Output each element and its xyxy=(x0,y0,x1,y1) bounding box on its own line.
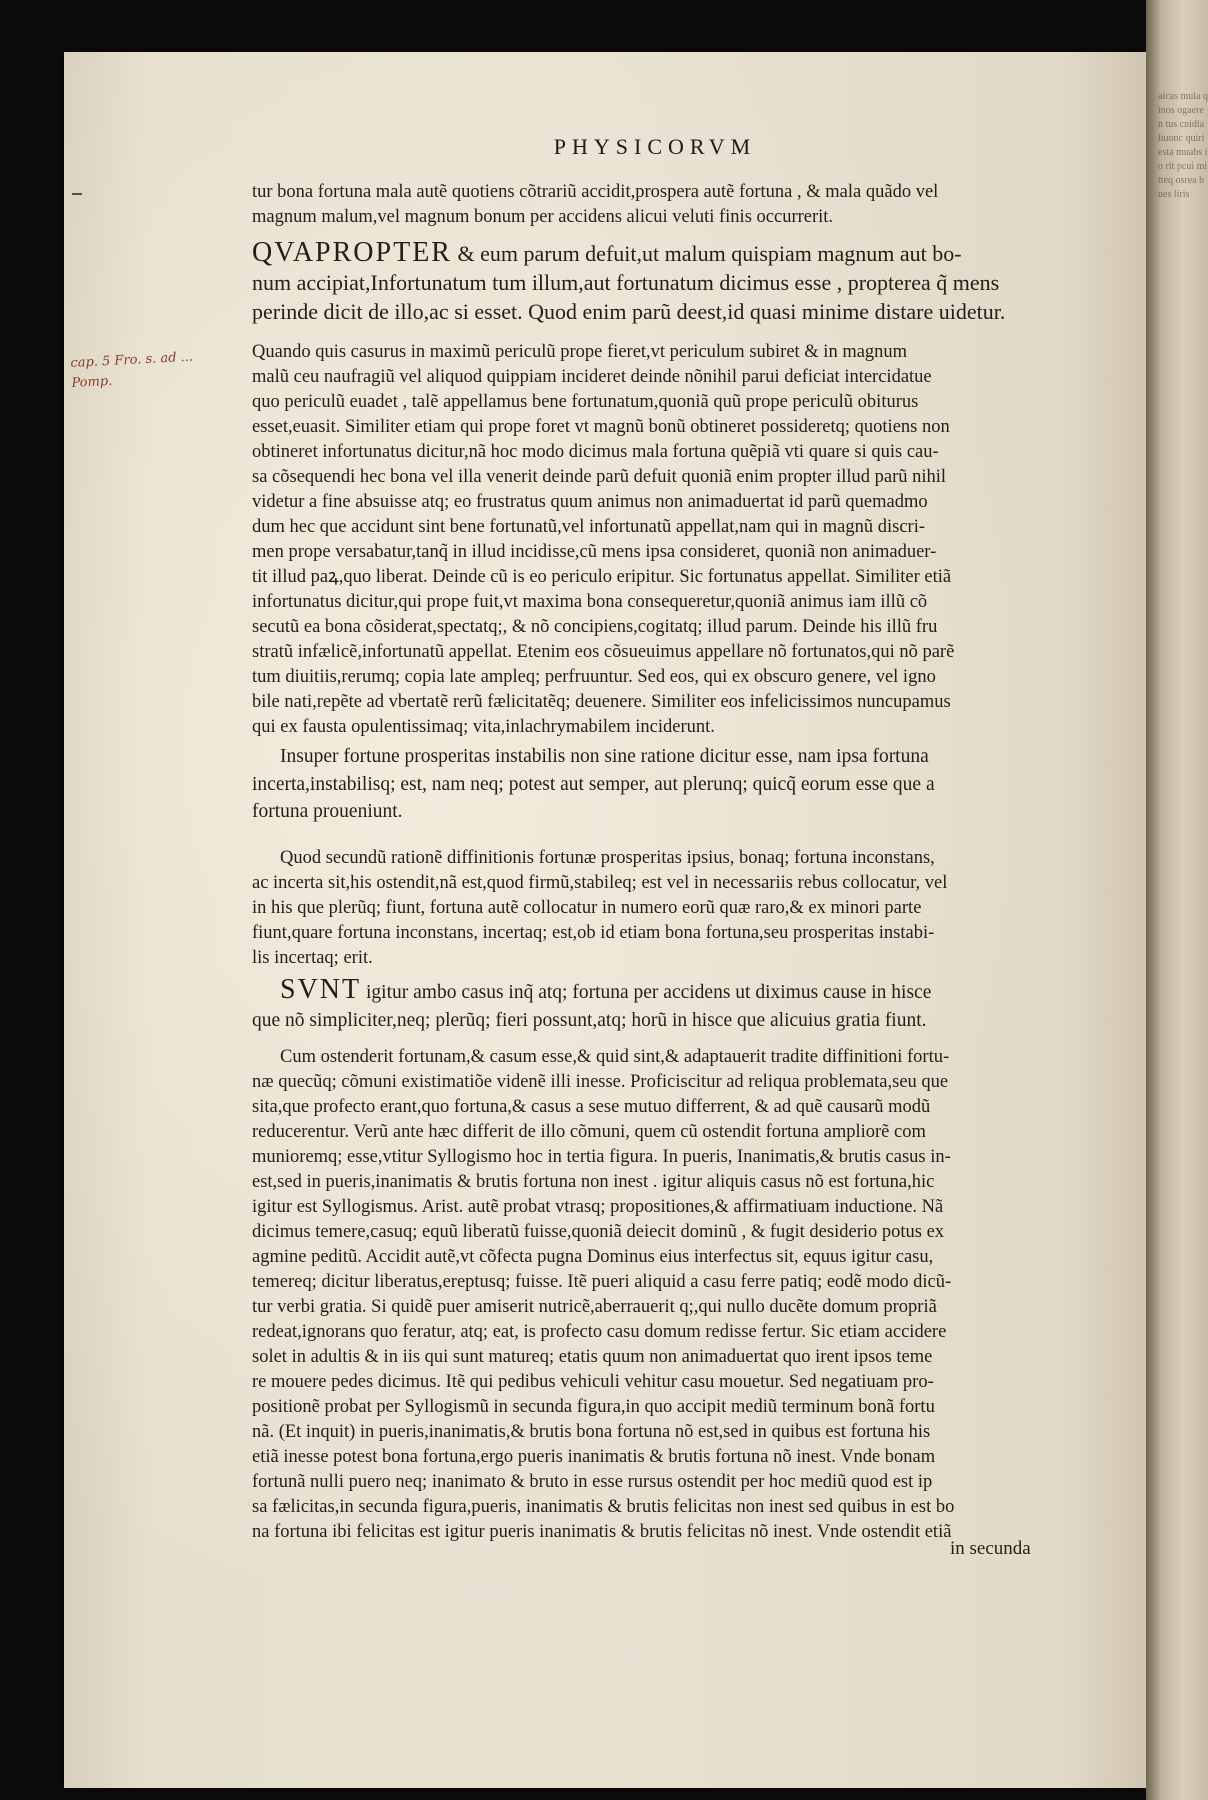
text-line: nã. (Et inquit) in pueris,inanimatis,& brutis bona fortuna nõ est,sed in quibus est fortuna his xyxy=(252,1422,931,1442)
text-line: obtineret infortunatus dicitur,nã hoc modo dicimus mala fortuna quẽpiã vti quare si quis cau- xyxy=(252,442,939,462)
paragraph-commentary-1 xyxy=(252,180,1102,230)
text-line: na fortuna ibi felicitas est igitur pueris inanimatis & brutis felicitas nõ inest. Vnde ostendit etiã xyxy=(252,1522,952,1542)
text-line: secutũ ea bona cõsiderat,spectatq;, & nõ concipiens,cogitatq; illud parum. Deinde his illũ fru xyxy=(252,617,938,637)
paragraph-lemma-insuper xyxy=(252,743,1102,826)
text-line: Cum ostenderit fortunam,& casum esse,& quid sint,& adaptauerit tradite diffinitioni fortu- xyxy=(280,1047,950,1067)
text-line: fiunt,quare fortuna inconstans, incertaq; est,ob id etiam bona fortuna,seu prosperitas instabi- xyxy=(252,923,935,943)
text-line: næ quecũq; cõmuni existimatiõe videnẽ illi inesse. Proficiscitur ad reliqua problemata,seu que xyxy=(252,1072,949,1092)
initial-word: SVNT xyxy=(280,976,362,1005)
text-span: igitur ambo casus inq̃ atq; fortuna per accidens ut diximus cause in hisce xyxy=(361,982,932,1003)
text-line: agmine peditũ. Accidit autẽ,vt cõfecta pugna Dominus eius interfectus sit, equus igitur casu, xyxy=(252,1247,934,1267)
text-line: etiã inesse potest bona fortuna,ergo pueris inanimatis & brutis fortuna nõ inest. Vnde bonam xyxy=(252,1447,936,1467)
text-line: est,sed in pueris,inanimatis & brutis fortuna non inest . igitur aliquis casus nõ est fortuna,hic xyxy=(252,1172,935,1192)
text-line: fortuna proueniunt. xyxy=(252,801,403,822)
text-line: ac incerta sit,his ostendit,nã est,quod firmũ,stabileq; est vel in necessariis rebus collocatur, vel xyxy=(252,873,948,893)
text-line: tit illud paꝝ,quo liberat. Deinde cũ is eo periculo eripitur. Sic fortunatus appellat. Similiter etiã xyxy=(252,567,952,587)
paragraph-lemma-sunt xyxy=(252,976,1102,1034)
paragraph-commentary-2 xyxy=(252,340,1102,740)
catchword: in secunda xyxy=(950,1538,1031,1559)
text-line: munioremq; esse,vtitur Syllogismo hoc in tertia figura. In pueris, Inanimatis,& brutis casus in- xyxy=(252,1147,951,1167)
text-line: dicimus temere,casuq; equũ liberatũ fuisse,quoniã deiecit dominũ , & fugit desiderio potus ex xyxy=(252,1222,945,1242)
text-line: sa cõsequendi hec bona vel illa venerit deinde parũ defuit quoniã enim propter illud parũ nihil xyxy=(252,467,947,487)
text-span: & eum parum defuit,ut malum quispiam magnum aut bo- xyxy=(451,241,962,266)
text-line: men prope versabatur,tanq̃ in illud incidisse,cũ mens ipsa consideret, quoniã non animaduer- xyxy=(252,542,937,562)
text-line: stratũ infælicẽ,infortunatũ appellat. Etenim eos cõsueuimus appellare nõ fortunatos,qui nõ parẽ xyxy=(252,642,955,662)
text-line: solet in adultis & in iis qui sunt matureq; etatis quum non animaduertat quo irent ipsos teme xyxy=(252,1347,933,1367)
text-line: reducerentur. Verũ ante hæc differit de illo cõmuni, quem cũ ostendit fortuna ampliorẽ com xyxy=(252,1122,926,1142)
text-line: igitur est Syllogismus. Arist. autẽ probat vtrasq; propositiones,& affirmatiuam inductione. Nã xyxy=(252,1197,944,1217)
text-line: fortunã nulli puero neq; inanimato & bruto in esse rursus ostendit per hoc mediũ quod est ip xyxy=(252,1472,933,1492)
text-line: esset,euasit. Similiter etiam qui prope foret vt magnũ bonũ obtineret possideretq; quotiens non xyxy=(252,417,950,437)
facing-page-text: aicas mula qinos ogaeren tus cnidia liuonc quiri esta muabs io rit pcui mitteq osrea bues liris xyxy=(1158,91,1208,200)
text-line: quo periculũ euadet , talẽ appellamus bene fortunatum,quoniã quũ prope periculũ obiturus xyxy=(252,392,919,412)
initial-word: QVAPROPTER xyxy=(252,238,452,268)
running-header: PHYSICORVM xyxy=(553,134,757,159)
text-line: videtur a fine absuisse atq; eo frustratus quum animus non animaduertat id parũ quemadmo xyxy=(252,492,928,512)
text-line: positionẽ probat per Syllogismũ in secunda figura,in quo accipit mediũ terminum bonã fortu xyxy=(252,1397,935,1417)
text-line: que nõ simpliciter,neq; plerũq; fieri possunt,atq; horũ in hisce que alicuius gratia fiunt. xyxy=(252,1009,927,1031)
text-line: re mouere pedes dicimus. Itẽ qui pedibus vehiculi vehitur casu mouetur. Sed negatiuam pro- xyxy=(252,1372,934,1392)
text-line: sa fælicitas,in secunda figura,pueris, inanimatis & brutis felicitas non inest sed quibus in est bo xyxy=(252,1497,955,1517)
text-line: tur verbi gratia. Si quidẽ puer amiserit nutricẽ,aberrauerit q;,qui nullo ducẽte domum propriã xyxy=(252,1297,937,1317)
text-line: infortunatus dicitur,qui prope fuit,vt maxima bona consequeretur,quoniã animus iam illũ cõ xyxy=(252,592,928,612)
text-line: tur bona fortuna mala autẽ quotiens cõtrariũ accidit,prospera autẽ fortuna , & mala quãdo vel xyxy=(252,182,939,202)
marginal-note-line: Pomp. xyxy=(71,373,113,391)
text-line: in his que plerũq; fiunt, fortuna autẽ collocatur in numero eorũ quæ raro,& ex minori parte xyxy=(252,898,922,918)
text-line xyxy=(252,976,1102,1007)
text-line: sita,que profecto erant,quo fortuna,& casus a sese mutuo differrent, & ad quẽ causarũ modũ xyxy=(252,1097,931,1117)
paragraph-commentary-3 xyxy=(252,846,1102,971)
text-line: num accipiat,Infortunatum tum illum,aut fortunatum dicimus esse , propterea q̃ mens xyxy=(252,270,1000,295)
text-line: incerta,instabilisq; est, nam neq; potest aut semper, aut plerunq; quicq̃ eorum esse que a xyxy=(252,773,935,795)
text-line: Quando quis casurus in maximũ periculũ prope fieret,vt periculum subiret & in magnum xyxy=(252,342,908,362)
text-line: Insuper fortune prosperitas instabilis non sine ratione dicitur esse, nam ipsa fortuna xyxy=(280,746,929,767)
marginal-note-line: cap. 5 Fro. s. ad ... xyxy=(70,349,194,371)
text-line: magnum malum,vel magnum bonum per accidens alicui veluti finis occurrerit. xyxy=(252,207,834,227)
text-line: Quod secundũ rationẽ diffinitionis fortunæ prosperitas ipsius, bonaq; fortuna inconstans, xyxy=(280,848,935,868)
text-line: tum diuitiis,rerumq; copia late ampleq; perfruuntur. Sed eos, qui ex obscuro genere, vel igno xyxy=(252,667,936,687)
text-line: qui ex fausta opulentissimaq; vita,inlachrymabilem inciderunt. xyxy=(252,717,715,737)
text-line: lis incertaq; erit. xyxy=(252,948,373,968)
text-line: malũ ceu naufragiũ vel aliquod quippiam incideret deinde nõnihil parui deficiat intercidatue xyxy=(252,367,932,387)
text-line: perinde dicit de illo,ac si esset. Quod enim parũ deest,id quasi minime distare uidetur. xyxy=(252,299,1006,324)
text-line: redeat,ignorans quo feratur, atq; eat, is profecto casu domum redisse fertur. Sic etiam accidere xyxy=(252,1322,947,1342)
paragraph-commentary-4 xyxy=(252,1045,1102,1545)
text-line: dum hec que accidunt sint bene fortunatũ,vel infortunatũ appellat,nam qui in magnũ discri- xyxy=(252,517,926,537)
text-line: temereq; dicitur liberatus,ereptusq; fuisse. Itẽ pueri aliquid a casu ferre patiq; eodẽ modo dicũ- xyxy=(252,1272,952,1292)
text-line xyxy=(252,238,1102,268)
margin-dash xyxy=(72,193,82,195)
paragraph-lemma-quapropter xyxy=(252,238,1102,326)
text-line: bile nati,repẽte ad vbertatẽ rerũ fælicitatẽq; deuenere. Similiter eos infelicissimos nuncupamus xyxy=(252,692,951,712)
